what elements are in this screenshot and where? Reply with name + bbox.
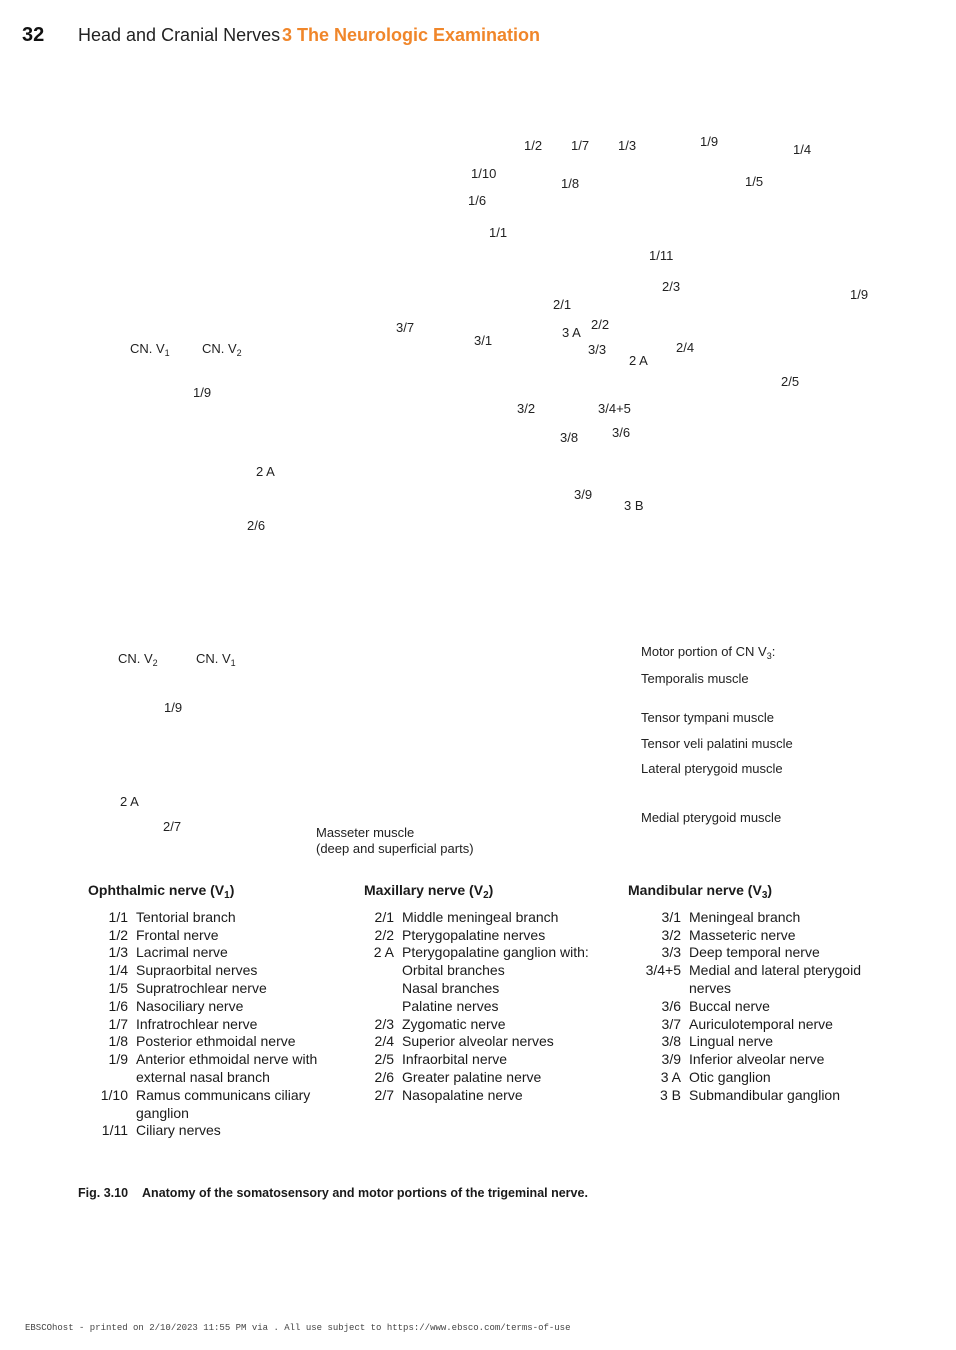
legend-code: 3/8 <box>661 1033 681 1050</box>
page-number: 32 <box>22 24 45 46</box>
legend-text: Middle meningeal branch <box>402 908 559 925</box>
legend-item <box>628 1016 878 1034</box>
legend-item <box>364 998 594 1016</box>
legend-item <box>628 1069 878 1087</box>
legend-text: Palatine nerves <box>402 997 499 1014</box>
figure-label: 1/11 <box>649 248 674 263</box>
legend-code: 1/1 <box>108 908 128 925</box>
legend-item <box>364 1051 594 1069</box>
muscle-label: Tensor veli palatini muscle <box>641 736 793 751</box>
legend-title: Ophthalmic nerve $(V_1)$ <box>88 882 235 901</box>
legend-code: 1/3 <box>108 944 128 961</box>
figure-label: 3/2 <box>517 401 536 416</box>
legend-code: 3/6 <box>661 997 681 1014</box>
legend-text: Frontal nerve <box>136 926 219 943</box>
legend-item <box>628 1087 878 1105</box>
legend-item <box>88 1051 328 1087</box>
legend-text: Supraorbital nerves <box>136 962 258 979</box>
legend-maxillary <box>364 882 594 1105</box>
legend-text: Lingual nerve <box>689 1033 774 1050</box>
legend-item <box>88 980 328 998</box>
legend-code <box>364 998 394 1016</box>
legend-code: 2/6 <box>374 1068 394 1085</box>
legend-item <box>88 962 328 980</box>
legend-text: Auriculotemporal nerve <box>689 1015 833 1032</box>
legend-item <box>88 1122 328 1140</box>
legend-text: Nasociliary nerve <box>136 997 244 1014</box>
figure-label: 3/8 <box>560 430 579 445</box>
legend-item <box>628 998 878 1016</box>
legend-code: 2 A <box>373 944 394 961</box>
chapter-title: 3 The Neurologic Examination <box>282 25 541 45</box>
legend-code: 1/6 <box>108 997 128 1014</box>
legend-item <box>88 1087 328 1123</box>
legend-code: 1/2 <box>108 926 128 943</box>
legend-text: Infratrochlear nerve <box>136 1015 258 1032</box>
legend-text: Pterygopalatine nerves <box>402 926 546 943</box>
legend-item <box>628 927 878 945</box>
legend-item <box>364 1087 594 1105</box>
legend-text: Nasal branches <box>402 979 500 996</box>
figure-label: 2/4 <box>676 340 695 355</box>
figure-number: Fig. 3.10 <box>78 1186 129 1200</box>
legend-item <box>628 1051 878 1069</box>
legend-code: 3/4+5 <box>645 962 681 979</box>
legend-text: Superior alveolar nerves <box>402 1033 554 1050</box>
figure-label: 2/1 <box>553 297 572 312</box>
figure-label: 1/9 <box>850 287 869 302</box>
cn-v2-label: CN. $V_2$ <box>118 651 158 668</box>
legend-code: 3/7 <box>661 1015 681 1032</box>
cn-v2-label: CN. $V_2$ <box>202 341 242 358</box>
figure-label: 3/4+5 <box>598 401 631 416</box>
figure-label: 1/6 <box>468 193 487 208</box>
legend-text: Ramus communicans ciliary ganglion <box>136 1086 311 1121</box>
legend-code: 1/9 <box>108 1051 128 1068</box>
legend-code: 1/8 <box>108 1033 128 1050</box>
figure-label: 3/6 <box>612 425 631 440</box>
figure-label: 1/1 <box>489 225 508 240</box>
legend-text: Greater palatine nerve <box>402 1068 542 1085</box>
legend-code: 2/7 <box>374 1086 394 1103</box>
figure-label: 1/8 <box>561 176 580 191</box>
legend-item <box>88 1033 328 1051</box>
cn-v1-label: CN. $V_1$ <box>130 341 170 358</box>
legend-code: 3/1 <box>661 908 681 925</box>
legend-item <box>628 1033 878 1051</box>
figure-label: 2 A <box>256 464 275 479</box>
figure-label: 1/2 <box>524 138 543 153</box>
legend-text: Orbital branches <box>402 962 505 979</box>
masseter-label: Masseter muscle (deep and superficial parts) <box>316 825 474 856</box>
figure-label: 3/7 <box>396 320 415 335</box>
legend-code: 3 A <box>660 1068 681 1085</box>
legend-item <box>628 962 878 998</box>
legend-item <box>88 909 328 927</box>
legend-item <box>364 1069 594 1087</box>
legend-item <box>88 927 328 945</box>
legend-ophthalmic <box>88 882 328 1140</box>
legend-code: 2/3 <box>374 1015 394 1032</box>
legend-code: 2/4 <box>374 1033 394 1050</box>
legend-code: 3/3 <box>661 944 681 961</box>
figure-label: 1/9 <box>700 134 719 149</box>
figure-label: 3 B <box>624 498 644 513</box>
figure-label: 2 A <box>120 794 139 809</box>
legend-text: Pterygopalatine ganglion with: <box>402 944 589 961</box>
legend-code <box>364 980 394 998</box>
figure-label: 1/10 <box>471 166 497 181</box>
legend-title: Mandibular nerve $(V_3)$ <box>628 882 773 901</box>
legend-item <box>628 944 878 962</box>
legend-text: Nasopalatine nerve <box>402 1086 523 1103</box>
legend-text: Medial and lateral pterygoid nerves <box>689 962 861 996</box>
legend-text: Infraorbital nerve <box>402 1051 508 1068</box>
legend-text: Lacrimal nerve <box>136 944 228 961</box>
figure-label: 2/2 <box>591 317 610 332</box>
legend-text: Masseteric nerve <box>689 926 796 943</box>
figure-label: 1/9 <box>193 385 212 400</box>
legend-code: 3 B <box>659 1086 681 1103</box>
legend-item <box>88 998 328 1016</box>
legend-code: 2/1 <box>374 908 394 925</box>
legend-text: Deep temporal nerve <box>689 944 820 961</box>
figure-label: 3/9 <box>574 487 593 502</box>
figure-label: 2 A <box>629 353 648 368</box>
legend-code: 1/10 <box>100 1086 128 1103</box>
legend-item <box>364 962 594 980</box>
figure-label: 2/5 <box>781 374 800 389</box>
figure-label: 1/5 <box>745 174 764 189</box>
legend-item <box>88 944 328 962</box>
legend-mandibular <box>628 882 878 1105</box>
legend-code: 1/5 <box>108 979 128 996</box>
legend-code: 1/4 <box>108 962 128 979</box>
cn-v1-label: CN. $V_1$ <box>196 651 236 668</box>
legend-item <box>364 909 594 927</box>
legend-code <box>364 962 394 980</box>
muscle-label: Medial pterygoid muscle <box>641 810 782 825</box>
legend-item <box>364 927 594 945</box>
legend-text: Zygomatic nerve <box>402 1015 506 1032</box>
motor-portion-title: Motor portion of CN $V_3$: <box>641 644 776 661</box>
legend-title: Maxillary nerve $(V_2)$ <box>364 882 494 901</box>
legend-item <box>364 1033 594 1051</box>
legend-text: Anterior ethmoidal nerve with external nasal branch <box>136 1051 318 1085</box>
legend-code: 3/9 <box>661 1051 681 1068</box>
legend-text: Ciliary nerves <box>136 1122 221 1139</box>
legend-item <box>364 944 594 962</box>
figure-caption-text: Anatomy of the somatosensory and motor portions of the trigeminal nerve. <box>142 1186 588 1200</box>
figure-label: 3 A <box>562 325 581 340</box>
legend-text: Otic ganglion <box>689 1068 771 1085</box>
print-footer: EBSCOhost - printed on 2/10/2023 11:55 PM via . All use subject to https://www.ebsco.com/terms-of-use <box>25 1323 571 1333</box>
legend-text: Tentorial branch <box>136 908 236 925</box>
legend-text: Inferior alveolar nerve <box>689 1051 825 1068</box>
figure-caption <box>78 1186 588 1200</box>
figure-label: 1/9 <box>164 700 183 715</box>
legend-code: 1/7 <box>108 1015 128 1032</box>
legend-code: 2/2 <box>374 926 394 943</box>
figure-label: 1/7 <box>571 138 590 153</box>
legend-text: Submandibular ganglion <box>689 1086 840 1103</box>
figure-label: 3/1 <box>474 333 493 348</box>
legend-text: Supratrochlear nerve <box>136 979 267 996</box>
figure-label: 1/3 <box>618 138 637 153</box>
figure-label: 2/3 <box>662 279 681 294</box>
legend-code: 1/11 <box>101 1122 128 1139</box>
legend-item <box>364 980 594 998</box>
legend-code: 3/2 <box>661 926 681 943</box>
legend-text: Buccal nerve <box>689 997 770 1014</box>
figure-label: 3/3 <box>588 342 607 357</box>
figure-label: 2/7 <box>163 819 182 834</box>
muscle-label: Tensor tympani muscle <box>641 710 774 725</box>
muscle-label: Temporalis muscle <box>641 671 749 686</box>
legend-item <box>628 909 878 927</box>
legend-item <box>364 1016 594 1034</box>
muscle-label: Lateral pterygoid muscle <box>641 761 783 776</box>
legend-item <box>88 1016 328 1034</box>
running-title: Head and Cranial Nerves <box>78 25 281 45</box>
figure-label: 1/4 <box>793 142 812 157</box>
legend-text: Meningeal branch <box>689 908 801 925</box>
legend-code: 2/5 <box>374 1051 394 1068</box>
legend-text: Posterior ethmoidal nerve <box>136 1033 296 1050</box>
figure-label: 2/6 <box>247 518 266 533</box>
